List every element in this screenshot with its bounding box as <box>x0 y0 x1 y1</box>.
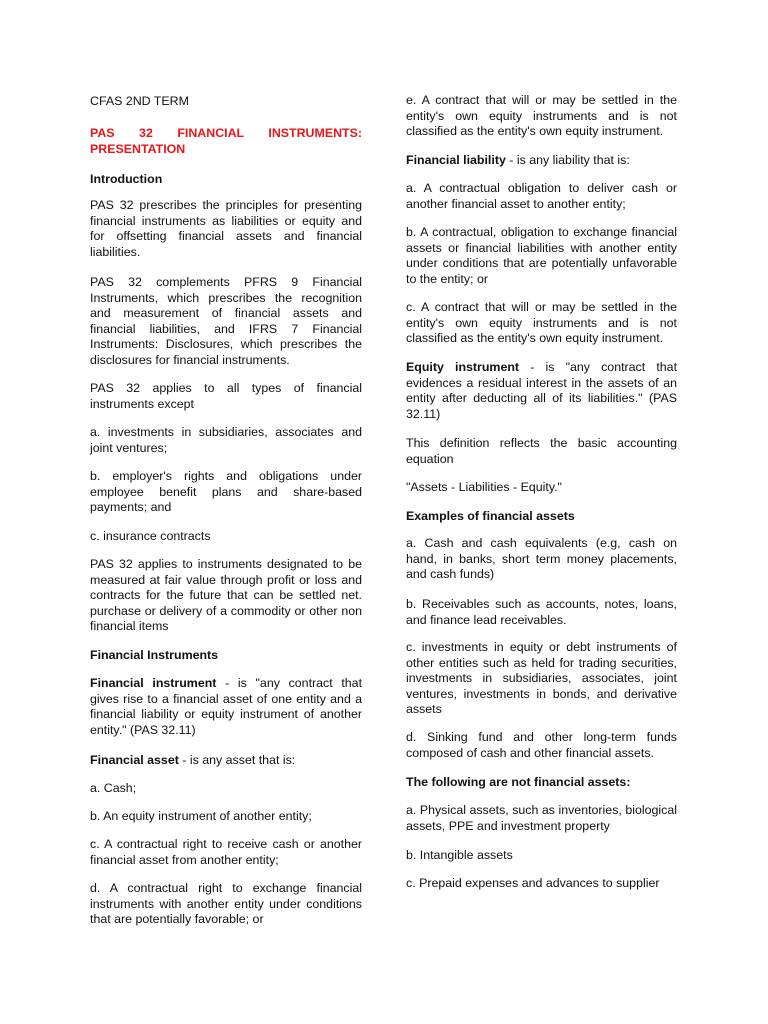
title-line-1: PAS 32 FINANCIAL INSTRUMENTS: <box>90 126 362 140</box>
financial-asset-c: c. A contractual right to receive cash or another financial asset from another entity; <box>90 837 362 867</box>
financial-asset-def-text: - is any asset that is: <box>178 753 296 767</box>
term-label: CFAS 2ND TERM <box>90 94 189 108</box>
financial-liability-definition <box>406 153 677 169</box>
title-line-2: PRESENTATION <box>90 141 186 156</box>
financial-instruments-heading: Financial Instruments <box>90 648 219 662</box>
introduction-heading: Introduction <box>90 172 163 186</box>
financial-asset-a: a. Cash; <box>90 781 137 795</box>
equity-instrument-definition <box>406 360 677 422</box>
financial-liability-c: c. A contract that will or may be settled in the entity's own equity instruments and is not classified as the entity's own equity instrument. <box>406 300 677 346</box>
financial-asset-term: Financial asset <box>90 753 179 767</box>
not-financial-asset-a: a. Physical assets, such as inventories, biological assets, PPE and investment property <box>406 803 677 833</box>
financial-liability-term: Financial liability <box>406 153 506 167</box>
intro-paragraph-3: PAS 32 applies to all types of financial instruments except <box>90 381 362 411</box>
example-a: a. Cash and cash equivalents (e.g, cash on hand, in banks, short term money placements, and cash funds) <box>406 536 677 582</box>
equity-instrument-term: Equity instrument <box>406 360 520 374</box>
financial-liability-def-text: - is any liability that is: <box>505 153 630 167</box>
equity-instrument-def-text: - is "any contract that evidences a residual interest in the assets of an entity after deducting all of its liabilities." (PAS 32.11) <box>406 360 678 421</box>
example-d: d. Sinking fund and other long-term funds composed of cash and other financial assets. <box>406 730 677 760</box>
exception-c: c. insurance contracts <box>90 529 211 543</box>
definition-note: This definition reflects the basic accounting equation <box>406 436 677 466</box>
intro-paragraph-4: PAS 32 applies to instruments designated to be measured at fair value through profit or loss and contracts for the future that can be settled net. purchase or delivery of a commodity or other non financial items <box>90 557 362 634</box>
financial-liability-a: a. A contractual obligation to deliver cash or another financial asset to another entity; <box>406 181 677 211</box>
exception-b: b. employer's rights and obligations under employee benefit plans and share-based payments; and <box>90 469 362 515</box>
example-b: b. Receivables such as accounts, notes, loans, and finance lead receivables. <box>406 597 677 627</box>
not-financial-asset-b: b. Intangible assets <box>406 848 513 862</box>
exception-a: a. investments in subsidiaries, associates and joint ventures; <box>90 425 362 455</box>
financial-asset-e: e. A contract that will or may be settled in the entity's own equity instruments and is not classified as the entity's own equity instrument. <box>406 93 677 139</box>
intro-paragraph-2: PAS 32 complements PFRS 9 Financial Instruments, which prescribes the recognition and measurement of financial assets and financial liabilities, and IFRS 7 Financial Instruments: Disclosures, which prescribes the disclosures for financial instruments. <box>90 275 362 367</box>
accounting-equation: "Assets - Liabilities - Equity." <box>406 480 562 494</box>
not-financial-asset-c: c. Prepaid expenses and advances to supplier <box>406 876 660 890</box>
not-financial-assets-heading: The following are not financial assets: <box>406 775 631 789</box>
financial-instrument-term: Financial instrument <box>90 676 217 690</box>
examples-heading: Examples of financial assets <box>406 509 575 523</box>
financial-instrument-def-text: - is "any contract that gives rise to a financial asset of one entity and a financial liability or equity instrument of another entity." (PAS 32.11) <box>90 676 363 737</box>
financial-asset-d: d. A contractual right to exchange financial instruments with another entity under conditions that are potentially favorable; or <box>90 881 362 927</box>
document-title <box>90 126 362 157</box>
example-c: c. investments in equity or debt instruments of other entities such as held for trading securities, investments in subsidiaries, associates, joint ventures, investments in bonds, and derivative assets <box>406 640 677 717</box>
financial-asset-definition <box>90 753 362 769</box>
financial-instrument-definition <box>90 676 362 738</box>
financial-asset-b: b. An equity instrument of another entity; <box>90 809 312 823</box>
intro-paragraph-1: PAS 32 prescribes the principles for presenting financial instruments as liabilities or equity and for offsetting financial assets and financial liabilities. <box>90 198 362 259</box>
financial-liability-b: b. A contractual, obligation to exchange financial assets or financial liabilities with another entity under conditions that are potentially unfavorable to the entity; or <box>406 225 677 286</box>
